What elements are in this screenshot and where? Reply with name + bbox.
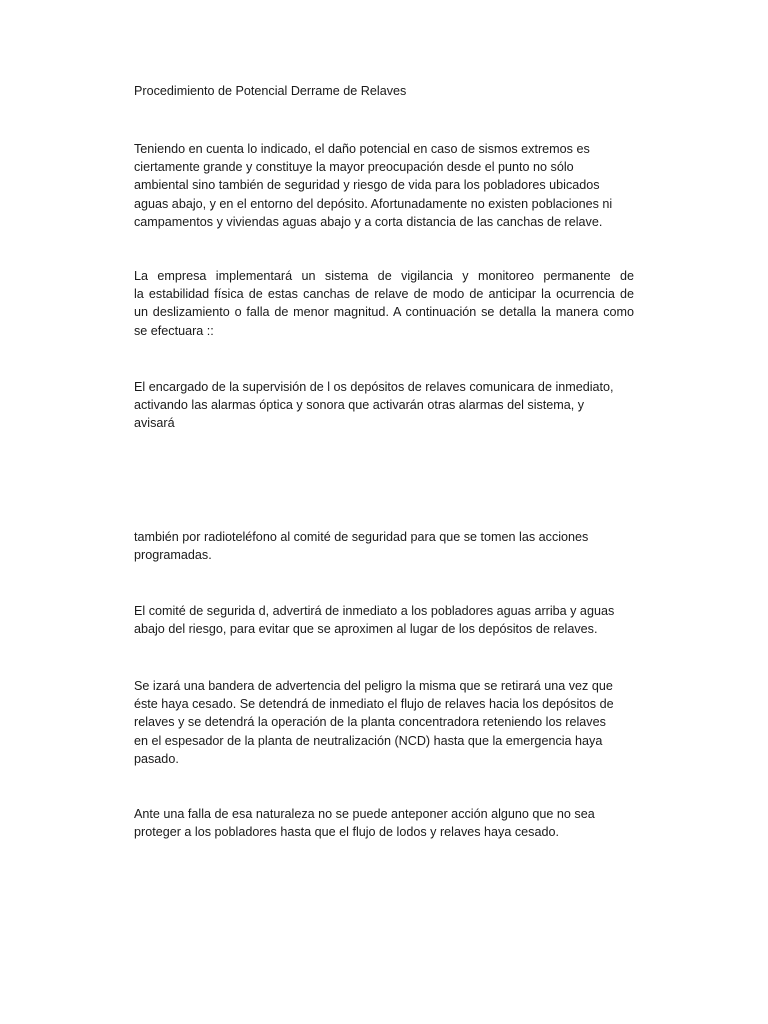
paragraph-line: La empresa implementará un sistema de vigilancia y monitoreo permanente de xyxy=(134,269,634,283)
paragraph-1 xyxy=(134,140,634,231)
paragraph-line: proteger a los pobladores hasta que el flujo de lodos y relaves haya cesado. xyxy=(134,825,559,840)
paragraph-3 xyxy=(134,378,634,433)
title-line: Procedimiento de Potencial Derrame de Relaves xyxy=(134,84,407,98)
paragraph-line: un deslizamiento o falla de menor magnitud. A continuación se detalla la manera como xyxy=(134,305,634,320)
paragraph-6 xyxy=(134,677,634,768)
paragraph-line: ciertamente grande y constituye la mayor preocupación desde el punto no sólo xyxy=(134,160,574,175)
paragraph-4 xyxy=(134,528,634,564)
paragraph-line: abajo del riesgo, para evitar que se aproximen al lugar de los depósitos de relaves. xyxy=(134,622,598,637)
paragraph-7 xyxy=(134,805,634,841)
paragraph-line: activando las alarmas óptica y sonora que activarán otras alarmas del sistema, y xyxy=(134,398,585,413)
paragraph-2 xyxy=(134,267,634,340)
paragraph-line: avisará xyxy=(134,416,175,431)
paragraph-line: en el espesador de la planta de neutralización (NCD) hasta que la emergencia haya xyxy=(134,733,603,748)
paragraph-line: programadas. xyxy=(134,548,212,563)
paragraph-line: Teniendo en cuenta lo indicado, el daño potencial en caso de sismos extremos es xyxy=(134,142,590,156)
paragraph-line: Ante una falla de esa naturaleza no se puede anteponer acción alguno que no sea xyxy=(134,807,595,821)
paragraph-5 xyxy=(134,602,634,638)
paragraph-line: éste haya cesado. Se detendrá de inmediato el flujo de relaves hacia los depósitos de xyxy=(134,697,614,712)
paragraph-line: aguas abajo, y en el entorno del depósito. Afortunadamente no existen poblaciones ni xyxy=(134,196,613,211)
paragraph-line: pasado. xyxy=(134,751,179,766)
paragraph-line: ambiental sino también de seguridad y riesgo de vida para los pobladores ubicados xyxy=(134,178,600,193)
paragraph-line: relaves y se detendrá la operación de la planta concentradora reteniendo los relaves xyxy=(134,715,606,730)
document-title xyxy=(134,82,634,100)
paragraph-line: se efectuara :: xyxy=(134,323,214,338)
paragraph-line: El encargado de la supervisión de l os depósitos de relaves comunicara de inmediato, xyxy=(134,380,614,394)
paragraph-line: El comité de segurida d, advertirá de inmediato a los pobladores aguas arriba y aguas xyxy=(134,604,615,618)
paragraph-line: Se izará una bandera de advertencia del peligro la misma que se retirará una vez que xyxy=(134,679,613,693)
paragraph-line: campamentos y viviendas aguas abajo y a corta distancia de las canchas de relave. xyxy=(134,214,603,229)
paragraph-line: también por radioteléfono al comité de seguridad para que se tomen las acciones xyxy=(134,530,589,544)
paragraph-line: la estabilidad física de estas canchas de relave de modo de anticipar la ocurrencia de xyxy=(134,287,634,302)
